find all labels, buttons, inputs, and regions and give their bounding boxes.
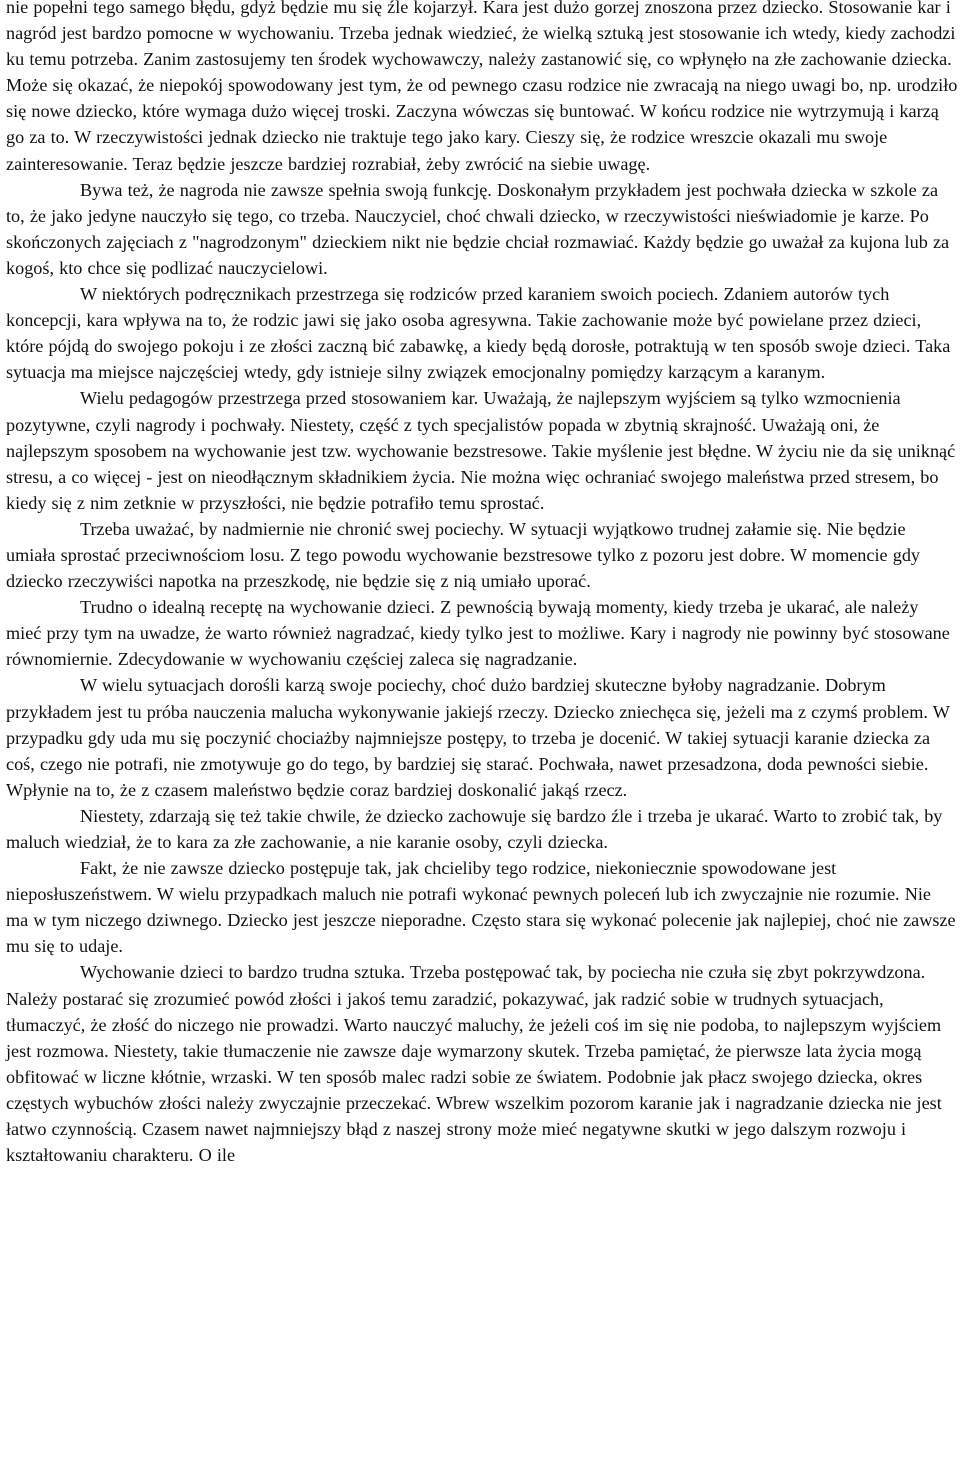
paragraph-5: Trzeba uważać, by nadmiernie nie chronić swej pociechy. W sytuacji wyjątkowo trudnej załamie się. Nie będzie umiała sprostać przeciwnościom losu. Z tego powodu wychowanie bezstresowe tylko z pozoru jest dobre. W momencie gdy dziecko rzeczywiści napotka na przeszkodę, nie będzie się z nią umiało uporać. bbox=[6, 518, 921, 592]
paragraph-6: Trudno o idealną receptę na wychowanie dzieci. Z pewnością bywają momenty, kiedy trzeba je ukarać, ale należy mieć przy tym na uwadze, że warto również nagradzać, kiedy tylko jest to możliwe. Kary i nagrody nie powinny być stosowane równomiernie. Zdecydowanie w wychowaniu częściej zaleca się nagradzanie. bbox=[6, 597, 950, 670]
paragraph-1: nie popełni tego samego błędu, gdyż będzie mu się źle kojarzył. Kara jest dużo gorzej znoszona przez dziecko. Stosowanie kar i nagród jest bardzo pomocne w wychowaniu. Trzeba jednak wiedzieć, że wielką sztuką jest stosowanie ich wtedy, kiedy zachodzi ku temu potrzeba. Zanim zastosujemy ten środek wychowawczy, należy zastanowić się, co wpłynęło na złe zachowanie dziecka. Może się okazać, że niepokój spowodowany jest tym, że od pewnego czasu rodzice nie zwracają na niego uwagi bo, np. urodziło się nowe dziecko, które wymaga dużo więcej troski. Zaczyna wówczas się buntować. W końcu rodzice nie wytrzymują i karzą go za to. W rzeczywistości jednak dziecko nie traktuje tego jako kary. Cieszy się, że rodzice wreszcie okazali mu swoje zainteresowanie. Teraz będzie jeszcze bardziej rozrabiał, żeby zwrócić na siebie uwagę. bbox=[6, 0, 958, 174]
paragraph-4: Wielu pedagogów przestrzega przed stosowaniem kar. Uważają, że najlepszym wyjściem są tylko wzmocnienia pozytywne, czyli nagrody i pochwały. Niestety, część z tych specjalistów popada w zbytnią skrajność. Uważają oni, że najlepszym sposobem na wychowanie jest tzw. wychowanie bezstresowe. Takie myślenie jest błędne. W życiu nie da się uniknąć stresu, a co więcej - jest on nieodłącznym składnikiem życia. Nie można więc ochraniać swojego maleństwa przed stresem, bo kiedy się z nim zetknie w przyszłości, nie będzie potrafiło temu sprostać. bbox=[6, 388, 956, 513]
paragraph-9: Fakt, że nie zawsze dziecko postępuje tak, jak chcieliby tego rodzice, niekoniecznie spowodowane jest nieposłuszeństwem. W wielu przypadkach maluch nie potrafi wykonać pewnych poleceń lub ich zwyczajnie nie rozumie. Nie ma w tym niczego dziwnego. Dziecko jest jeszcze nieporadne. Często stara się wykonać polecenie jak najlepiej, choć nie zawsze mu się to udaje. bbox=[6, 858, 956, 957]
paragraph-7: W wielu sytuacjach dorośli karzą swoje pociechy, choć dużo bardziej skuteczne byłoby nagradzanie. Dobrym przykładem jest tu próba nauczenia malucha wykonywanie jakiejś rzeczy. Dziecko zniechęca się, jeżeli ma z czymś problem. W przypadku gdy uda mu się poczynić chociażby najmniejsze postępy, to trzeba je docenić. W takiej sytuacji karanie dziecka za coś, czego nie potrafi, nie zmotywuje go do tego, by bardziej się starać. Pochwała, nawet przesadzona, doda pewności siebie. Wpłynie na to, że z czasem maleństwo będzie coraz bardziej doskonalić jakąś rzecz. bbox=[6, 675, 950, 800]
paragraph-2: Bywa też, że nagroda nie zawsze spełnia swoją funkcję. Doskonałym przykładem jest pochwała dziecka w szkole za to, że jako jedyne nauczyło się tego, co trzeba. Nauczyciel, choć chwali dziecko, w rzeczywistości nieświadomie je karze. Po skończonych zajęciach z "nagrodzonym" dzieckiem nikt nie będzie chciał rozmawiać. Każdy będzie go uważał za kujona lub za kogoś, kto chce się podlizać nauczycielowi. bbox=[6, 179, 950, 278]
paragraph-10: Wychowanie dzieci to bardzo trudna sztuka. Trzeba postępować tak, by pociecha nie czuła się zbyt pokrzywdzona. Należy postarać się zrozumieć powód złości i jakoś temu zaradzić, pokazywać, jak radzić sobie w trudnych sytuacjach, tłumaczyć, że złość do niczego nie prowadzi. Warto nauczyć maluchy, że jeżeli coś im się nie podoba, to najlepszym wyjściem jest rozmowa. Niestety, takie tłumaczenie nie zawsze daje wymarzony skutek. Trzeba pamiętać, że pierwsze lata życia mogą obfitować w liczne kłótnie, wrzaski. W ten sposób malec radzi sobie ze światem. Podobnie jak płacz swojego dziecka, okres częstych wybuchów złości należy zwyczajnie przeczekać. Wbrew wszelkim pozorom karanie jak i nagradzanie dziecka nie jest łatwo czynnością. Czasem nawet najmniejszy błąd z naszej strony może mieć negatywne skutki w jego dalszym rozwoju i kształtowaniu charakteru. O ile bbox=[6, 962, 942, 1166]
paragraph-3: W niektórych podręcznikach przestrzega się rodziców przed karaniem swoich pociech. Zdaniem autorów tych koncepcji, kara wpływa na to, że rodzic jawi się jako osoba agresywna. Takie zachowanie może być powielane przez dzieci, które pójdą do swojego pokoju i ze złości zaczną bić zabawkę, a kiedy będą dorosłe, potraktują w ten sposób swoje dzieci. Taka sytuacja ma miejsce najczęściej wtedy, gdy istnieje silny związek emocjonalny pomiędzy karzącym a karanym. bbox=[6, 284, 951, 383]
paragraph-8: Niestety, zdarzają się też takie chwile, że dziecko zachowuje się bardzo źle i trzeba je ukarać. Warto to zrobić tak, by maluch wiedział, że to kara za złe zachowanie, a nie karanie osoby, czyli dziecka. bbox=[6, 805, 943, 852]
